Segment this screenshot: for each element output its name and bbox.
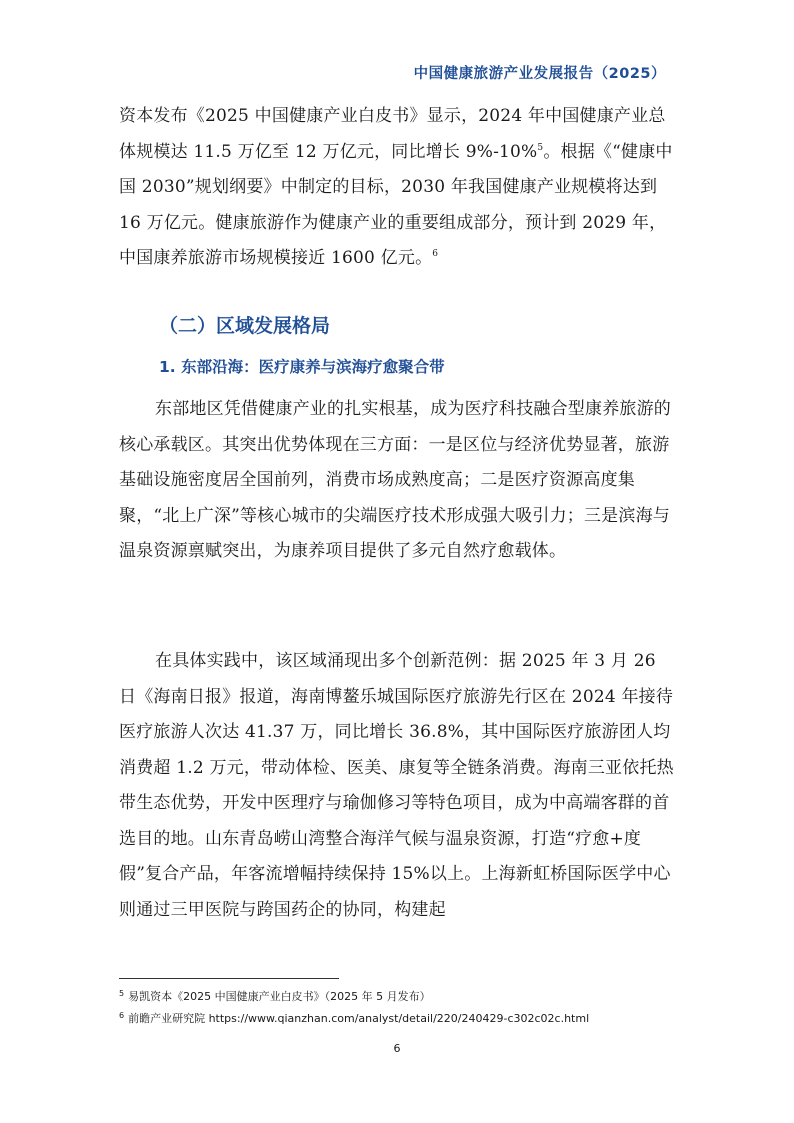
intro-text-part-2: 。根据《“健康中国 2030”规划纲要》中制定的目标，2030 年我国健康产业规模将达到 16 万亿元。健康旅游作为健康产业的重要组成部分，预计到 2029 年，中国康养旅游市场规模接近 1600 亿元。 — [119, 141, 673, 268]
footnote-number: 6 — [119, 1011, 125, 1020]
body-paragraph-1: 东部地区凭借健康产业的扎实根基，成为医疗科技融合型康养旅游的核心承载区。其突出优势体现在三方面：一是区位与经济优势显著，旅游基础设施密度居全国前列，消费市场成熟度高；二是医疗资源高度集聚，“北上广深”等核心城市的尖端医疗技术形成强大吸引力；三是滨海与温泉资源禀赋突出，为康养项目提供了多元自然疗愈载体。 — [119, 399, 671, 561]
footnotes — [119, 984, 679, 1028]
footnote-item — [119, 984, 679, 1006]
subsection-heading: 1. 东部沿海：医疗康养与滨海疗愈聚合带 — [159, 358, 445, 376]
footnote-divider — [119, 978, 339, 979]
footnote-ref-6[interactable]: 6 — [432, 249, 439, 259]
footnote-ref-5[interactable]: 5 — [537, 142, 544, 153]
page-number: 6 — [393, 1042, 401, 1055]
intro-text-part-1: 资本发布《2025 中国健康产业白皮书》显示，2024 年中国健康产业总体规模达 11.5 万亿至 12 万亿元，同比增长 9%-10% — [119, 106, 666, 162]
footnote-item — [119, 1006, 679, 1028]
footnote-text: 易凯资本《2025 中国健康产业白皮书》（2025 年 5 月发布） — [128, 990, 431, 1003]
running-header: 中国健康旅游产业发展报告（2025） — [413, 66, 666, 82]
footnote-text[interactable]: 前瞻产业研究院 https://www.qianzhan.com/analyst/detail/220/240429-c302c02c.html — [128, 1012, 590, 1025]
footnote-number: 5 — [119, 989, 125, 998]
intro-paragraph — [119, 99, 674, 277]
section-heading: （二）区域发展格局 — [159, 315, 331, 337]
body-paragraph-2: 在具体实践中，该区域涌现出多个创新范例：据 2025 年 3 月 26 日《海南日报》报道，海南博鳌乐城国际医疗旅游先行区在 2024 年接待医疗旅游人次达 41.37 万，同比增长 36.8%，其中国际医疗旅游团人均消费超 1.2 万元，带动体检、医美、康复等全链条消费。海南三亚依托热带生态优势，开发中医理疗与瑜伽修习等特色项目，成为中高端客群的首选目的地。山东青岛崂山湾整合海洋气候与温泉资源，打造“疗愈+度假”复合产品，年客流增幅持续保持 15%以上。上海新虹桥国际医学中心则通过三甲医院与跨国药企的协同，构建起 — [119, 651, 674, 920]
